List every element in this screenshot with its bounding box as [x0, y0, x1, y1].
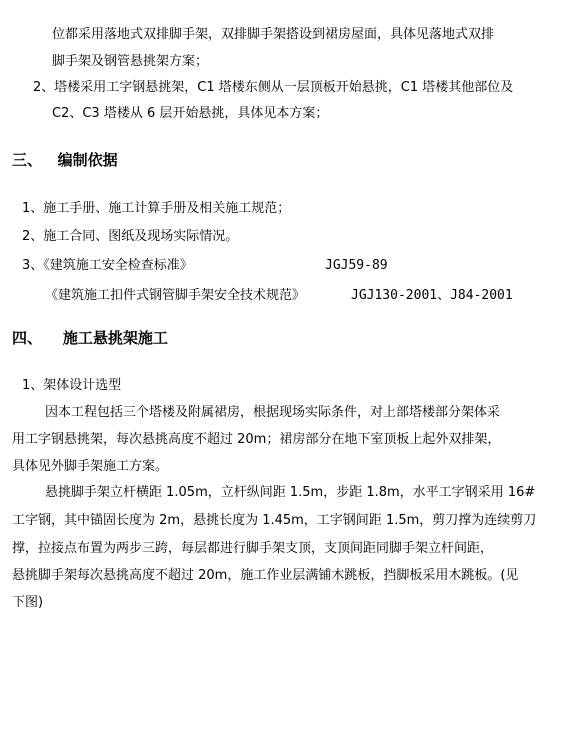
standard-code: JGJ59-89 [325, 258, 388, 273]
paragraph-line: 因本工程包括三个塔楼及附属裙房，根据现场实际条件，对上部塔楼部分架体采 [45, 405, 501, 420]
paragraph-line: 工字钢，其中锚固长度为 2m，悬挑长度为 1.45m，工字钢间距 1.5m，剪刀撑为连续剪刀 [12, 513, 537, 528]
list-item: 2、塔楼采用工字钢悬挑架，C1 塔楼东侧从一层顶板开始悬挑，C1 塔楼其他部位及 [33, 80, 514, 95]
list-item: 2、施工合同、图纸及现场实际情况。 [22, 229, 239, 244]
section-heading: 四、 施工悬挑架施工 [12, 329, 168, 347]
section-heading: 三、 编制依据 [12, 151, 118, 169]
text-line: 脚手架及钢管悬挑架方案； [52, 54, 209, 69]
paragraph-line: 悬挑脚手架每次悬挑高度不超过 20m，施工作业层满铺木跳板，挡脚板采用木跳板。(见 [12, 568, 519, 583]
paragraph-line: 下图) [12, 595, 44, 610]
standard-code: JGJ130-2001、J84-2001 [351, 288, 513, 303]
text-line: 位都采用落地式双排脚手架，双排脚手架搭设到裙房屋面，具体见落地式双排 [52, 27, 495, 42]
list-item: 《建筑施工扣件式钢管脚手架安全技术规范》 [45, 288, 306, 303]
paragraph-line: 用工字钢悬挑架，每次悬挑高度不超过 20m；裙房部分在地下室顶板上起外双排架， [12, 432, 501, 447]
subheading: 1、架体设计选型 [22, 378, 122, 393]
paragraph-line: 撑，拉接点布置为两步三跨，每层都进行脚手架支顶，支顶间距同脚手架立杆间距， [12, 541, 494, 556]
paragraph-line: 具体见外脚手架施工方案。 [12, 459, 169, 474]
list-item: 3、《建筑施工安全检查标准》 [22, 258, 193, 273]
paragraph-line: 悬挑脚手架立杆横距 1.05m，立杆纵间距 1.5m，步距 1.8m，水平工字钢采用 16# [45, 485, 536, 500]
list-item: 1、施工手册、施工计算手册及相关施工规范； [22, 201, 291, 216]
text-line: C2、C3 塔楼从 6 层开始悬挑，具体见本方案； [52, 106, 329, 121]
